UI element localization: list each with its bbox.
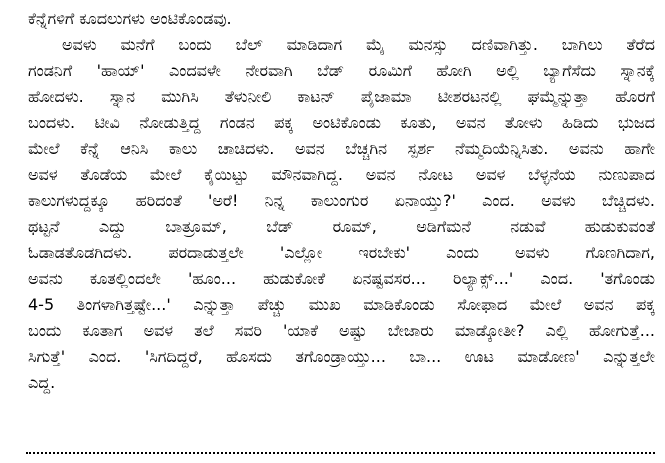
text-line: ಓಡಾಡತೊಡಗಿದಳು. ಪರದಾಡುತ್ತಲೇ 'ಎಲ್ಲೋ ಇರಬೇಕು' ಎಂದು ಅವಳು ಗೊಣಗಿದಾಗ, <box>28 243 655 262</box>
text-line: ಅವಳ ತೊಡೆಯ ಮೇಲೆ ಕೈಯಿಟ್ಟು ಮೌನವಾಗಿದ್ದ. ಅವನ ನೋಟ ಅವಳ ಬೆಳ್ಳನೆಯ ನುಣುಪಾದ <box>28 165 655 184</box>
text-line: ಅವಳು ಮನೆಗೆ ಬಂದು ಬೆಲ್ ಮಾಡಿದಾಗ ಮೈ ಮನಸ್ಸು ದಣಿವಾಗಿತ್ತು. ಬಾಗಿಲು ತೆರೆದ <box>62 35 655 54</box>
text-line: ಬಂದಳು. ಟೀವಿ ನೋಡುತ್ತಿದ್ದ ಗಂಡನ ಪಕ್ಕ ಅಂಟಿಕೊಂಡು ಕೂತು, ಅವನ ತೋಳು ಹಿಡಿದು ಭುಜದ <box>28 113 655 132</box>
text-line: ಥಟ್ಟನೆ ಎದ್ದು ಬಾತ್ರೂಮ್, ಬೆಡ್ ರೂಮ್, ಅಡಿಗೆಮನೆ ನಡುವೆ ಹುಡುಕುವಂತೆ <box>28 217 655 236</box>
text-line: ಕೆನ್ನೆಗಳಿಗೆ ಕೂದಲುಗಳು ಅಂಟಿಕೊಂಡವು. <box>28 9 232 28</box>
text-line: ಕಾಲುಗಳುದ್ದಕ್ಕೂ ಹರಿದಂತೆ 'ಅರೆ! ನಿನ್ನ ಕಾಲುಂಗುರ ಏನಾಯ್ತು?' ಎಂದ. ಅವಳು ಬೆಚ್ಚಿದಳು. <box>28 191 655 210</box>
text-line: ಮೇಲೆ ಕೆನ್ನೆ ಆನಿಸಿ ಕಾಲು ಚಾಚಿದಳು. ಅವನ ಬೆಚ್ಚಗಿನ ಸ್ಪರ್ಶ ನೆಮ್ಮದಿಯೆನ್ನಿಸಿತು. ಅವನು ಹಾಗೇ <box>28 139 655 158</box>
dotted-divider <box>26 452 655 454</box>
text-line: 4-5 ತಿಂಗಳಾಗಿತ್ತಷ್ಟೇ...' ಎನ್ನುತ್ತಾ ಪೆಚ್ಚು ಮುಖ ಮಾಡಿಕೊಂಡು ಸೋಫಾದ ಮೇಲೆ ಅವನ ಪಕ್ಕ <box>28 295 655 314</box>
text-line: ಎದ್ದ. <box>28 373 56 392</box>
text-line: ಹೋದಳು. ಸ್ನಾನ ಮುಗಿಸಿ ತೆಳುನೀಲಿ ಕಾಟನ್ ಪೈಜಾಮಾ ಟೀಶರಟನಲ್ಲಿ ಘಮ್ಮೆನ್ನುತ್ತಾ ಹೊರಗೆ <box>28 87 655 106</box>
text-line: ಸಿಗುತ್ತೆ' ಎಂದ. 'ಸಿಗದಿದ್ದರೆ, ಹೊಸದು ತಗೊಂಡ್ರಾಯ್ತು... ಬಾ... ಊಟ ಮಾಡೋಣ' ಎನ್ನುತ್ತಲೇ <box>28 347 655 366</box>
text-line: ಅವನು ಕೂತಲ್ಲಿಂದಲೇ 'ಹೂಂ... ಹುಡುಕೋಕೆ ಏನಷ್ಟವಸರ... ರಿಲ್ಯಾಕ್ಸ್...' ಎಂದ. 'ತಗೊಂಡು <box>28 269 655 288</box>
text-line: ಬಂದು ಕೂತಾಗ ಅವಳ ತಲೆ ಸವರಿ 'ಯಾಕೆ ಅಷ್ಟು ಬೇಜಾರು ಮಾಡ್ಕೋತೀ? ಎಲ್ಲಿ ಹೋಗುತ್ತೆ... <box>28 321 655 340</box>
text-line: ಗಂಡನಿಗೆ 'ಹಾಯ್' ಎಂದವಳೇ ನೇರವಾಗಿ ಬೆಡ್ ರೂಮಿಗೆ ಹೋಗಿ ಅಲ್ಲಿ ಬ್ಯಾಗೆಸೆದು ಸ್ನಾನಕ್ಕೆ <box>28 61 655 80</box>
